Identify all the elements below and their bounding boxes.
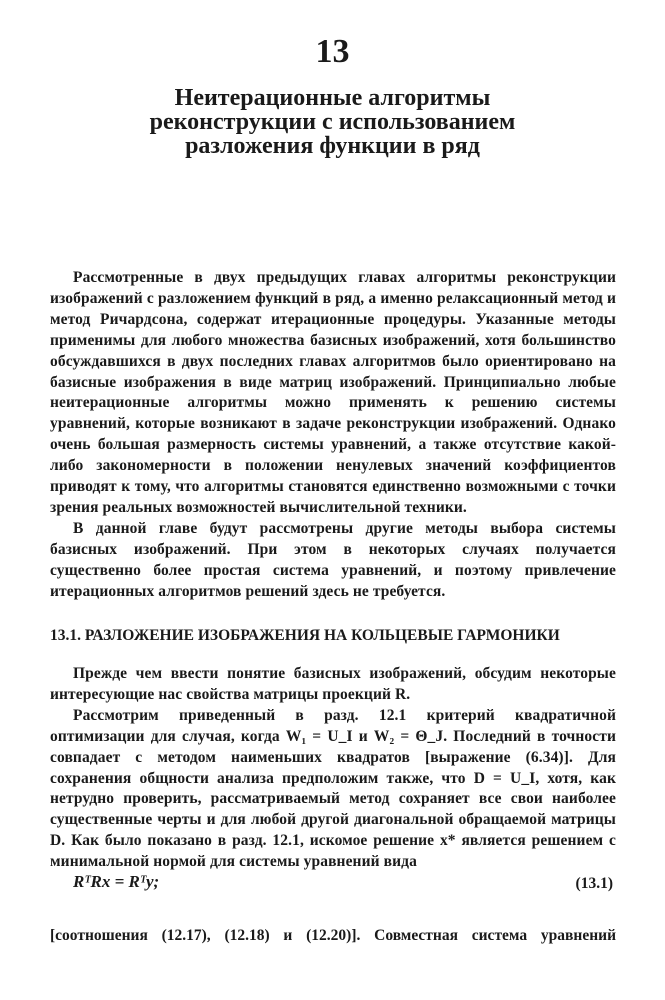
section-heading: 13.1. РАЗЛОЖЕНИЕ ИЗОБРАЖЕНИЯ НА КОЛЬЦЕВЫЕ ГАРМОНИКИ [50, 627, 560, 644]
chapter-title [0, 86, 665, 158]
section-paragraph: Рассмотрим приведенный в разд. 12.1 критерий квадратичной оптимизации для случая, когда W₁ = U_I и W₂ = Θ_J. Последний в точности совпадает с методом наименьших квадратов [выражение (6.34)]. Для сохранения общности анализа предположим также, что D = U_I, хотя, как нетрудно проверить, рассматриваемый метод сохраняет все свои наиболее существенные черты и для любой другой диагональной обращаемой матрицы D. Как было показано в разд. 12.1, искомое решение x* является решением с минимальной нормой для системы уравнений вида [50, 706, 616, 871]
continuation-line: [соотношения (12.17), (12.18) и (12.20)]. Совместная система уравнений [50, 927, 616, 944]
intro-text [50, 268, 616, 603]
equation [73, 872, 159, 892]
intro-paragraph: В данной главе будут рассмотрены другие методы выбора системы базисных изображений. При этом в некоторых случаях получается существенно более простая система уравнений, и поэтому привлечение итерационных алгоритмов решений здесь не требуется. [50, 519, 616, 600]
equation-number: (13.1) [575, 875, 613, 892]
equation-equals: = [114, 872, 129, 891]
chapter-number: 13 [315, 33, 350, 70]
chapter-title-line: реконструкции с использованием [149, 109, 516, 135]
chapter-title-line: разложения функции в ряд [185, 133, 480, 159]
section-paragraph: Прежде чем ввести понятие базисных изображений, обсудим некоторые интересующие нас свойства матрицы проекций R. [50, 665, 616, 703]
intro-paragraph: Рассмотренные в двух предыдущих главах алгоритмы реконструкции изображений с разложением функций в ряд, а именно релаксационный метод и метод Ричардсона, содержат итерационные процедуры. Указанные методы применимы для любого множества базисных изображений, хотя большинство обсуждавшихся в двух последних главах алгоритмов было ориентировано на базисные изображения в виде матриц изображений. Принципиально любые неитерационные алгоритмы можно применять к решению системы уравнений, которые возникают в задаче реконструкции изображений. Однако очень большая размерность системы уравнений, а также отсутствие какой-либо закономерности в положении ненулевых значений коэффициентов приводят к тому, что алгоритмы становятся единственно возможными с точки зрения реальных возможностей вычислительной техники. [50, 269, 616, 516]
equation-rhs: Rᵀy; [128, 872, 160, 891]
equation-lhs: RᵀRx [73, 872, 111, 891]
section-text [50, 664, 616, 873]
chapter-title-line: Неитерационные алгоритмы [174, 85, 491, 111]
